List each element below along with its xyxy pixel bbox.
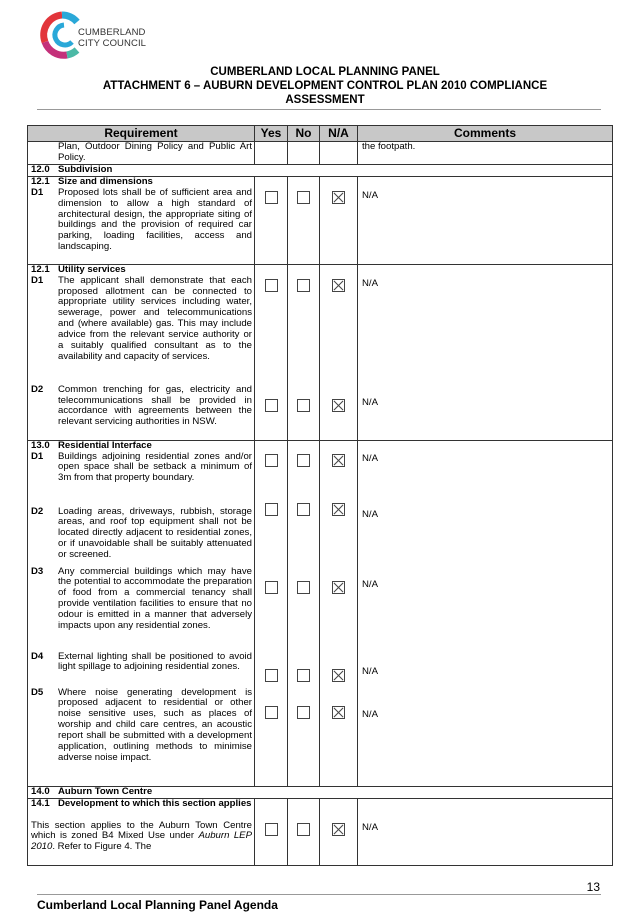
table-row: [28, 264, 613, 440]
comment: N/A: [362, 452, 378, 464]
footer-agenda: Cumberland Local Planning Panel Agenda: [37, 898, 278, 912]
requirement-text: Proposed lots shall be of sufficient area and dimension to allow a high standard of architectural design, the appropriate siting of buildings and the provision of required car parking, loading facilities, access and landscaping.: [58, 186, 252, 253]
no-checkbox[interactable]: [297, 823, 310, 836]
requirement-text: Where noise generating development is proposed adjacent to residential or other noise sensitive uses, such as places of worship and child care centres, an acoustic report shall be submitted with a development application, outlining methods to minimise adverse noise impact.: [58, 686, 252, 763]
control-number: D2: [31, 505, 44, 517]
table-header-row: [28, 126, 613, 142]
col-no: No: [288, 126, 320, 142]
col-na: N/A: [320, 126, 358, 142]
yes-checkbox[interactable]: [265, 191, 278, 204]
yes-checkbox[interactable]: [265, 399, 278, 412]
comment: N/A: [362, 508, 378, 520]
comment: N/A: [362, 821, 378, 833]
na-checkbox-checked[interactable]: [332, 503, 345, 516]
requirement-text: External lighting shall be positioned to avoid light spillage to adjoining residential zones.: [58, 650, 252, 673]
comment: N/A: [362, 277, 378, 289]
control-number: D2: [31, 383, 44, 395]
na-checkbox-checked[interactable]: [332, 399, 345, 412]
na-checkbox-checked[interactable]: [332, 454, 345, 467]
section-title: Auburn Town Centre: [58, 785, 153, 797]
comment: N/A: [362, 709, 378, 721]
comment: N/A: [362, 189, 378, 201]
table-row: [28, 176, 613, 264]
section-title: Utility services: [58, 263, 126, 275]
table-row: [28, 798, 613, 865]
section-number: 12.1: [31, 263, 50, 275]
control-number: D3: [31, 565, 44, 577]
requirement-text: Common trenching for gas, electricity and telecommunications shall be provided in accordance with agreements between the relevant servicing authorities in NSW.: [58, 383, 252, 428]
comment: N/A: [362, 396, 378, 408]
no-checkbox[interactable]: [297, 399, 310, 412]
col-yes: Yes: [255, 126, 288, 142]
no-checkbox[interactable]: [297, 454, 310, 467]
org-name: CUMBERLAND CITY COUNCIL: [78, 27, 147, 49]
section-number: 14.0: [31, 785, 50, 797]
requirement-text: The applicant shall demonstrate that each proposed allotment can be connected to appropriate utility services including water, sewerage, power and telecommunications and (where available) gas. This may include advice from the relevant service authority or a suitably qualified consultant as to the availability and capacity of services.: [58, 274, 252, 362]
requirement-text: Loading areas, driveways, rubbish, storage areas, and roof top equipment shall not be located directly adjacent to residential zones, or if unavoidable shall be suitably attenuated or screened.: [58, 505, 252, 561]
no-checkbox[interactable]: [297, 706, 310, 719]
na-checkbox-checked[interactable]: [332, 823, 345, 836]
yes-checkbox[interactable]: [265, 454, 278, 467]
yes-checkbox[interactable]: [265, 706, 278, 719]
control-number: D1: [31, 450, 44, 462]
yes-checkbox[interactable]: [265, 503, 278, 516]
no-checkbox[interactable]: [297, 503, 310, 516]
section-title: Development to which this section applies: [58, 797, 252, 809]
na-checkbox-checked[interactable]: [332, 706, 345, 719]
yes-checkbox[interactable]: [265, 823, 278, 836]
control-number: D1: [31, 186, 44, 198]
comment: N/A: [362, 579, 378, 591]
yes-checkbox[interactable]: [265, 279, 278, 292]
requirement-text: Any commercial buildings which may have the potential to accommodate the preparation of food from a commercial tenancy shall provide ventilation facilities to ensure that no odour is emitted in a manner that adversely impacts upon any residential zones.: [58, 565, 252, 632]
section-number: 12.0: [31, 163, 50, 175]
comment: the footpath.: [362, 141, 416, 152]
na-checkbox-checked[interactable]: [332, 279, 345, 292]
section-title: Residential Interface: [58, 439, 152, 451]
requirement-text: This section applies to the Auburn Town Centre which is zoned B4 Mixed Use under Auburn LEP 2010. Refer to Figure 4. The: [31, 819, 252, 853]
compliance-table: [27, 125, 613, 866]
requirement-text: Buildings adjoining residential zones and/or open space shall be setback a minimum of 3m from that property boundary.: [58, 450, 252, 484]
control-number: D4: [31, 650, 44, 662]
control-number: D1: [31, 274, 44, 286]
table-row: [28, 786, 613, 798]
table-row: [28, 440, 613, 786]
control-number: D5: [31, 686, 44, 698]
requirement-text: Plan, Outdoor Dining Policy and Public Art Policy.: [58, 141, 252, 163]
table-row: [28, 142, 613, 165]
section-title: Size and dimensions: [58, 175, 153, 187]
page-subtitle: ATTACHMENT 6 – AUBURN DEVELOPMENT CONTROL PLAN 2010 COMPLIANCE: [102, 80, 548, 92]
no-checkbox[interactable]: [297, 191, 310, 204]
no-checkbox[interactable]: [297, 669, 310, 682]
page-number: 13: [586, 880, 600, 894]
footer-rule: [37, 894, 601, 895]
table-row: [28, 164, 613, 176]
col-comments: Comments: [358, 126, 613, 142]
na-checkbox-checked[interactable]: [332, 191, 345, 204]
na-checkbox-checked[interactable]: [332, 581, 345, 594]
section-number: 13.0: [31, 439, 50, 451]
yes-checkbox[interactable]: [265, 581, 278, 594]
page-title: CUMBERLAND LOCAL PLANNING PANEL: [210, 66, 440, 78]
col-requirement: Requirement: [28, 126, 255, 142]
na-checkbox-checked[interactable]: [332, 669, 345, 682]
no-checkbox[interactable]: [297, 581, 310, 594]
section-number: 12.1: [31, 175, 50, 187]
page-subtitle-cont: ASSESSMENT: [285, 94, 365, 106]
no-checkbox[interactable]: [297, 279, 310, 292]
section-title: Subdivision: [58, 163, 113, 175]
yes-checkbox[interactable]: [265, 669, 278, 682]
header-rule: [37, 109, 601, 110]
section-number: 14.1: [31, 797, 50, 809]
comment: N/A: [362, 666, 378, 678]
